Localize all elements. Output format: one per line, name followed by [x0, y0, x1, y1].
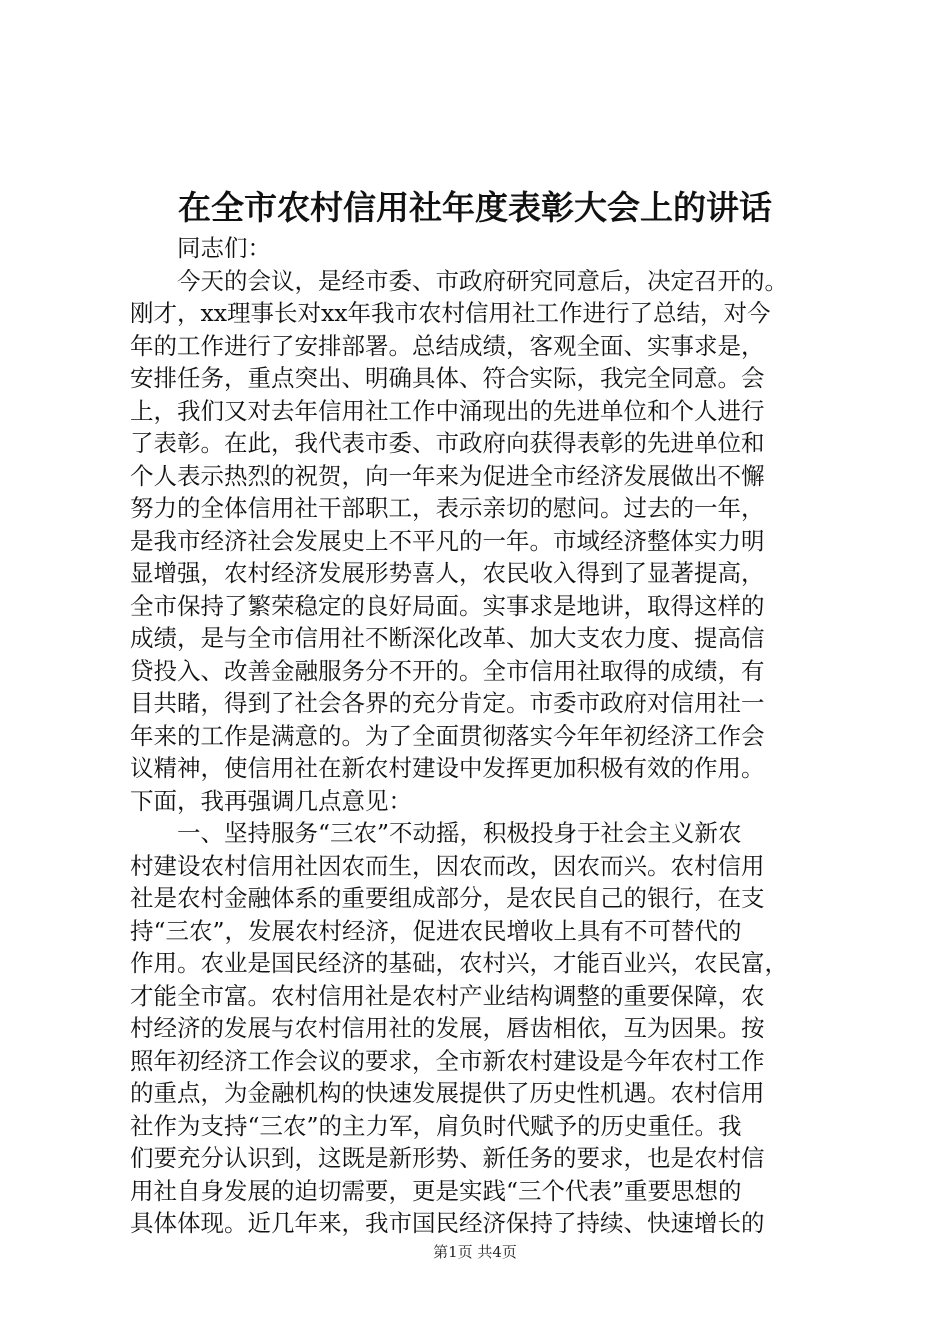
paragraph-line: 了表彰。在此，我代表市委、市政府向获得表彰的先进单位和	[130, 429, 765, 457]
paragraph-line: 刚才，xx理事长对xx年我市农村信用社工作进行了总结，对今	[130, 299, 771, 327]
paragraph-line: 安排任务，重点突出、明确具体、符合实际，我完全同意。会	[130, 364, 765, 392]
paragraph-line: 下面，我再强调几点意见：	[130, 786, 412, 815]
document-body	[130, 232, 830, 1240]
paragraph-line: 社是农村金融体系的重要组成部分，是农民自己的银行，在支	[130, 884, 765, 912]
paragraph-line: 年的工作进行了安排部署。总结成绩，客观全面、实事求是，	[130, 331, 765, 360]
paragraph-line: 成绩，是与全市信用社不断深化改革、加大支农力度、提高信	[130, 624, 765, 652]
paragraph-line: 贷投入、改善金融服务分不开的。全市信用社取得的成绩，有	[130, 656, 765, 685]
paragraph-line: 才能全市富。农村信用社是农村产业结构调整的重要保障，农	[130, 981, 765, 1010]
paragraph-line: 的重点，为金融机构的快速发展提供了历史性机遇。农村信用	[130, 1079, 765, 1107]
paragraph-line: 显增强，农村经济发展形势喜人，农民收入得到了显著提高，	[130, 559, 765, 587]
page-number-footer: 第1页 共4页	[433, 1243, 517, 1261]
document-title: 在全市农村信用社年度表彰大会上的讲话	[178, 188, 772, 227]
section-heading-line: 一、坚持服务“三农”不动摇，积极投身于社会主义新农	[177, 819, 742, 847]
paragraph-line: 村建设农村信用社因农而生，因农而改，因农而兴。农村信用	[130, 851, 765, 880]
paragraph-line: 上，我们又对去年信用社工作中涌现出的先进单位和个人进行	[130, 396, 765, 425]
paragraph-line: 照年初经济工作会议的要求，全市新农村建设是今年农村工作	[130, 1046, 765, 1075]
paragraph-line: 努力的全体信用社干部职工，表示亲切的慰问。过去的一年，	[130, 494, 765, 522]
paragraph-line: 持“三农”，发展农村经济，促进农民增收上具有不可替代的	[130, 916, 742, 945]
paragraph-line: 是我市经济社会发展史上不平凡的一年。市域经济整体实力明	[130, 526, 765, 555]
paragraph-line: 作用。农业是国民经济的基础，农村兴，才能百业兴，农民富，	[130, 949, 788, 977]
paragraph-line: 个人表示热烈的祝贺，向一年来为促进全市经济发展做出不懈	[130, 461, 765, 490]
paragraph-line: 具体体现。近几年来，我市国民经济保持了持续、快速增长的	[130, 1209, 765, 1237]
paragraph-line: 全市保持了繁荣稳定的良好局面。实事求是地讲，取得这样的	[130, 591, 765, 620]
paragraph-line: 们要充分认识到，这既是新形势、新任务的要求，也是农村信	[130, 1144, 765, 1172]
paragraph-line: 目共睹，得到了社会各界的充分肯定。市委市政府对信用社一	[130, 689, 765, 717]
paragraph-line: 今天的会议，是经市委、市政府研究同意后，决定召开的。	[177, 266, 788, 295]
paragraph-line: 年来的工作是满意的。为了全面贯彻落实今年年初经济工作会	[130, 721, 765, 750]
paragraph-line: 用社自身发展的迫切需要，更是实践“三个代表”重要思想的	[130, 1176, 742, 1205]
paragraph-line: 议精神，使信用社在新农村建设中发挥更加积极有效的作用。	[130, 754, 765, 782]
paragraph-line: 村经济的发展与农村信用社的发展，唇齿相依，互为因果。按	[130, 1014, 765, 1042]
salutation-line: 同志们：	[177, 234, 271, 262]
paragraph-line: 社作为支持“三农”的主力军，肩负时代赋予的历史重任。我	[130, 1111, 742, 1140]
